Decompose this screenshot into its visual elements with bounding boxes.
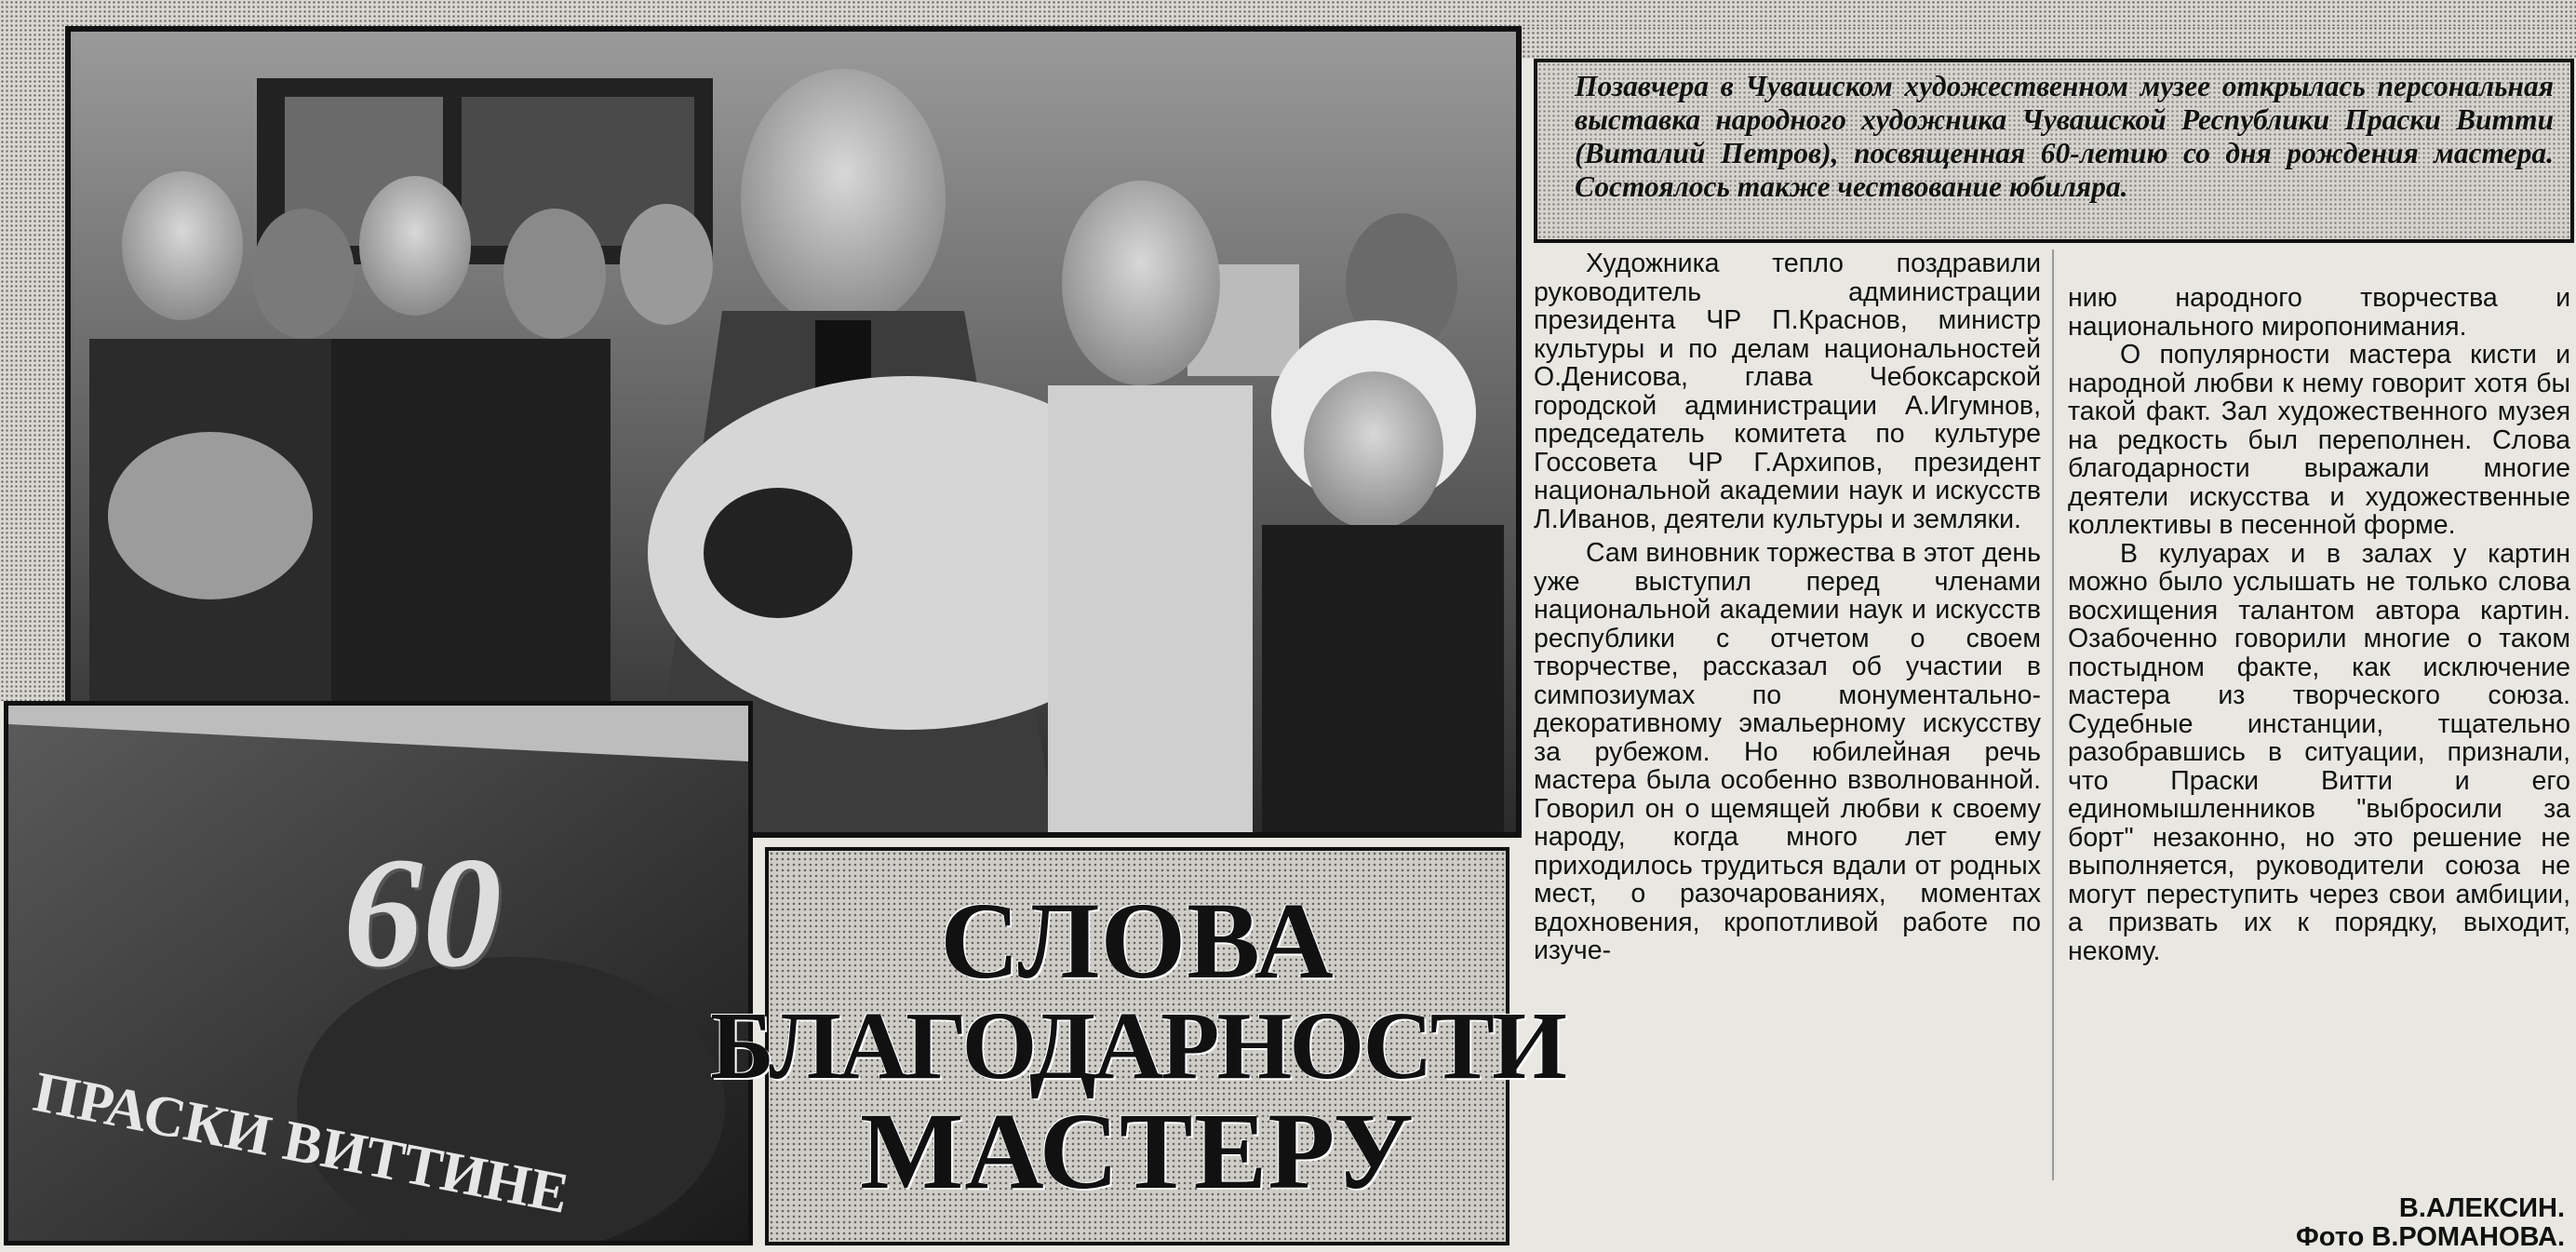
author-credit: В.АЛЕКСИН. bbox=[2398, 1193, 2565, 1223]
headline-line-1: СЛОВА bbox=[940, 879, 1335, 1002]
column-divider bbox=[2052, 249, 2054, 1180]
paragraph: О популярности мастера кисти и народной любви к нему говорит хотя бы такой факт. Зал художественного музея на редкость был переполнен. Слова благодарности выражали многие деятели искусства и художественные коллективы в песенной форме. bbox=[2068, 340, 2570, 540]
headline-line-3: МАСТЕРУ bbox=[859, 1090, 1415, 1213]
book-title: ПРАСКИ ВИТТИНЕ bbox=[28, 1059, 574, 1227]
lead-text: Позавчера в Чувашском художественном музее открылась персональная выставка народного художника Чувашской Республики Праски Витти (Виталий Петров), посвященная 60-летию со дня рождения мастера. Состоялось также чествование юбиляра. bbox=[1575, 70, 2554, 203]
headline-line-2: БЛАГОДАРНОСТИ bbox=[710, 991, 1564, 1099]
photo-credit: Фото В.РОМАНОВА. bbox=[2296, 1222, 2565, 1252]
headline-box bbox=[710, 847, 1564, 1245]
paragraph-continuation: нию народного творчества и национального миропонимания. bbox=[2068, 283, 2570, 342]
book-numeral: 60 bbox=[343, 825, 502, 1000]
book-photo bbox=[4, 701, 753, 1245]
halftone-right-top-strip bbox=[1522, 26, 2576, 59]
halftone-left-strip bbox=[0, 0, 65, 701]
paragraph: Сам виновник торжества в этот день уже выступил перед членами национальной академии наук и искусств республики с отчетом о своем творчестве, рассказал об участии в симпозиумах по монументально-декоративному эмальерному искусству за рубежом. Но юбилейная речь мастера была особенно взволнованной. Говорил он о щемящей любви к своему народу, когда много лет ему приходилось трудиться вдали от родных мест, о разочарованиях, моментах вдохновения, кропотливой работе по изуче- bbox=[1534, 538, 2041, 965]
article-column-1 bbox=[1534, 249, 2041, 965]
paragraph: В кулуарах и в залах у картин можно было услышать не только слова восхищения талантом автора картин. Озабоченно говорили многие о таком постыдном факте, как исключение мастера из творческого союза. Судебные инстанции, тщательно разобравшись в ситуации, признали, что Праски Витти и его единомышленников "выбросили за борт" незаконно, но это решение не выполняется, руководители союза не могут переступить через свои амбиции, а призвать их к порядку, выходит, некому. bbox=[2068, 538, 2570, 966]
byline bbox=[2296, 1194, 2565, 1252]
halftone-top-strip bbox=[0, 0, 2576, 26]
paragraph: Художника тепло поздравили руководитель администрации президента ЧР П.Краснов, министр культуры и по делам национальностей О.Денисова, глава Чебоксарской городской администрации А.Игумнов, председатель комитета по культуре Госсовета ЧР Г.Архипов, президент национальной академии наук и искусств Л.Иванов, деятели культуры и земляки. bbox=[1534, 249, 2041, 534]
lead-box bbox=[1534, 59, 2574, 243]
article-column-2 bbox=[2068, 284, 2570, 965]
